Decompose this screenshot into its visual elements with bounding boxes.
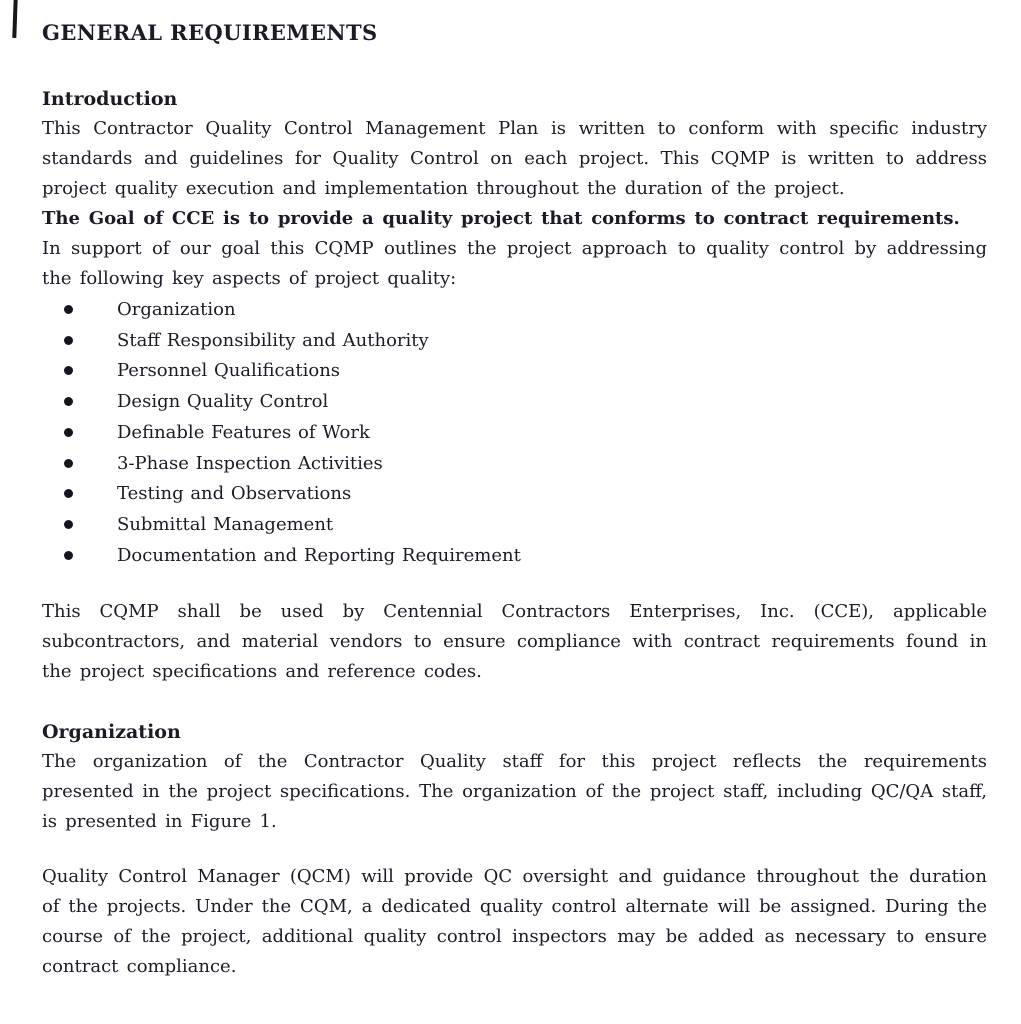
scan-artifact (12, 0, 17, 38)
bullet-icon (64, 551, 73, 560)
list-item-label: Documentation and Reporting Requirement (117, 544, 521, 566)
list-item-label: Personnel Qualifications (117, 360, 341, 382)
bullet-icon (64, 520, 73, 529)
list-item (42, 479, 987, 510)
list-item-label: Staff Responsibility and Authority (117, 329, 429, 351)
list-item-label: Organization (117, 298, 236, 320)
introduction-heading: Introduction (42, 88, 178, 110)
list-item-label: Definable Features of Work (117, 421, 370, 443)
list-item (42, 294, 987, 325)
organization-paragraph: The organization of the Contractor Quality staff for this project reflects the requirements presented in the project specifications. The organization of the project staff, including QC/QA staff, is presented in Figure 1. (42, 750, 987, 832)
list-item (42, 448, 987, 479)
list-item (42, 509, 987, 540)
bullet-icon (64, 305, 73, 314)
bullet-icon (64, 397, 73, 406)
bullet-icon (64, 489, 73, 498)
bullet-icon (64, 366, 73, 375)
document-title: GENERAL REQUIREMENTS (42, 20, 378, 45)
goal-paragraph: In support of our goal this CQMP outlines the project approach to quality control by addressing the following key aspects of project quality: (42, 238, 987, 289)
list-item-label: Testing and Observations (117, 483, 352, 505)
bullet-icon (64, 428, 73, 437)
list-item-label: Design Quality Control (117, 391, 329, 413)
quality-aspects-list (42, 294, 987, 571)
cqmp-usage-paragraph: This CQMP shall be used by Centennial Contractors Enterprises, Inc. (CCE), applicable subcontractors, and material vendors to ensure compliance with contract requirements found in the project specifications and reference codes. (42, 600, 987, 682)
list-item (42, 417, 987, 448)
list-item (42, 386, 987, 417)
goal-statement: The Goal of CCE is to provide a quality project that conforms to contract requirements. (42, 208, 960, 229)
bullet-icon (64, 459, 73, 468)
bullet-icon (64, 336, 73, 345)
list-item (42, 356, 987, 387)
organization-heading: Organization (42, 720, 181, 743)
qcm-paragraph: Quality Control Manager (QCM) will provide QC oversight and guidance throughout the duration of the projects. Under the CQM, a dedicated quality control alternate will be assigned. During the course of the project, additional quality control inspectors may be added as necessary to ensure contract compliance. (42, 865, 987, 977)
introduction-paragraph: This Contractor Quality Control Management Plan is written to conform with specific industry standards and guidelines for Quality Control on each project. This CQMP is written to address project quality execution and implementation throughout the duration of the project. (42, 118, 987, 199)
list-item (42, 325, 987, 356)
list-item-label: Submittal Management (117, 514, 334, 536)
list-item (42, 540, 987, 571)
list-item-label: 3-Phase Inspection Activities (117, 452, 383, 474)
